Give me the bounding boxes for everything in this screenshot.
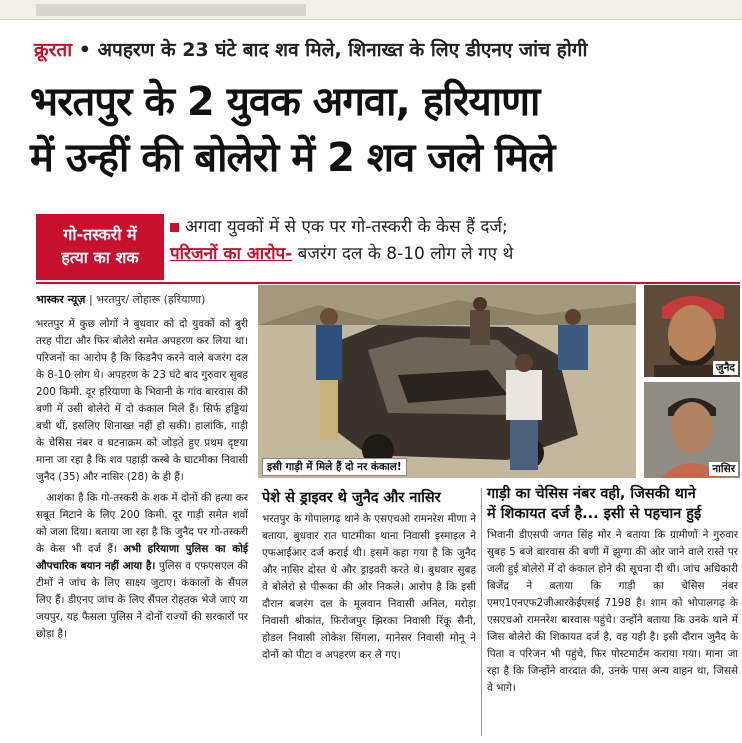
kicker-label: क्रूरता [34, 39, 73, 61]
column-divider [481, 488, 482, 736]
subdeck-line-2 [170, 241, 740, 268]
column-1 [36, 316, 248, 647]
kicker-text: • अपहरण के 23 घंटे बाद शव मिले, शिनाख्त के लिए डीएनए जांच होगी [78, 39, 588, 61]
col1-paragraph-2 [36, 490, 248, 643]
portrait-junaid [644, 285, 740, 377]
previous-article-fragment [36, 4, 306, 16]
col3-heading-line-2: में शिकायत दर्ज है... इसी से पहचान हुई [487, 506, 702, 522]
col2-body: भरतपुर के गोपालगढ़ थाने के एसएचओ रामनरेश मीणा ने बताया, बुधवार रात घाटमीका थाना निवासी इस्माइल ने एफआईआर दर्ज कराई थी। इसमें कहा गया है कि जुनैद और नासिर दोस्त थे और ड्राइवरी करते थे। बुधवार सुबह वे बोलेरो से पीरूका की ओर निकले। आरोप है कि इसी दौरान बजरंग दल के मूलवान निवासी अनिल, मरोड़ा निवासी श्रीकांत, फिरोजपुर झिरका निवासी रिंकू सैनी, होडल निवासी लोकेश सिंगला, मानेसर निवासी मोनू ने दोनों को पीटा व अपहरण कर ले गए। [262, 513, 476, 661]
col1-p2-end: पुलिस व एफएसएल की टीमों ने जांच के लिए साक्ष्य जुटाए। कंकालों के सैंपल लिए हैं। डीएनए जांच के लिए सैंपल रोहतक भेजे जाएं या जयपुर, यह फैसला पुलिस ने दोनों राज्यों की सरकारों पर छोड़ा है। [36, 560, 248, 640]
red-divider-rule [36, 282, 740, 284]
bullet-square-icon [170, 223, 179, 232]
burnt-vehicle-illustration [258, 285, 636, 478]
col3-heading-line-1: गाड़ी का चेसिस नंबर वही, जिसकी थाने [487, 486, 696, 502]
subdeck-text-1: अगवा युवकों में से एक पर गो-तस्करी के केस हैं दर्ज; [185, 217, 508, 237]
byline [36, 292, 205, 307]
col1-paragraph-1: भरतपुर में कुछ लोगों ने बुधवार को दो युवकों को बुरी तरह पीटा और फिर बोलेरो समेत अपहरण कर लिया था। परिजनों का आरोप है कि किडनैप करने वाले बजरंग दल के 8-10 लोग थे। अपहरण के 23 घंटे बाद गुरुवार सुबह 200 किमी. दूर हरियाणा के भिवानी के गांव बारवास की बणी में उसी बोलेरो में दो कंकाल मिले हैं। सिर्फ हड्डियां बची थीं, इसलिए शिनाख्त नहीं हो सकी। हालांकि, गाड़ी के चेसिस नंबर व घटनाक्रम को जोड़ते हुए प्रथम दृष्टया माना जा रहा है कि शव पहाड़ी कस्बे के घाटमीका निवासी जुनैद (35) और नासिर (28) के ही हैं। [36, 318, 248, 483]
burnt-vehicle-photo [258, 285, 636, 478]
portrait-label-junaid: जुनैद [713, 361, 738, 375]
tag-line-1: गो-तस्करी में [63, 225, 137, 244]
sub-deck [170, 214, 740, 268]
portrait-label-nasir: नासिर [709, 462, 738, 476]
photo-caption: इसी गाड़ी में मिले हैं दो नर कंकाल! [262, 458, 407, 476]
headline-line-1: भरतपुर के 2 युवक अगवा, हरियाणा [30, 79, 540, 125]
tag-line-2: हत्या का शक [61, 248, 139, 267]
byline-place: | भरतपुर/ लोहारू (हरियाणा) [88, 293, 206, 306]
col1-p2-start: आशंका है कि गो-तस्करी के शक में दोनों की हत्या कर सबूत मिटाने के लिए 200 किमी. दूर गाड़ी समेत शवों को जला दिया। बताया जा रहा है कि जुनैद पर गो-तस्करी के केस भी दर्ज हैं। [36, 492, 248, 555]
top-page-strip [0, 0, 742, 20]
headline-line-2: में उन्हीं की बोलेरो में 2 शव जले मिले [30, 135, 555, 181]
col3-heading [487, 484, 737, 524]
col3-body: भिवानी डीएसपी जगत सिंह मोर ने बताया कि ग्रामीणों ने गुरुवार सुबह 5 बजे बारवास की बणी में झुग्गा की ओर जाने वाले रास्ते पर जली हुई बोलेरो में दो कंकाल होने की सूचना दी थी। जांच अधिकारी बिजेंद्र ने बताया कि गाड़ी का चेसिस नंबर एमए1एनएफ2जीआरकेईएसई 7198 है। शाम को भोपालगढ़ के एसएचओ रामनरेश बारवास पहुंचे। उन्होंने बताया कि उनके थाने में जिस बोलेरो की शिकायत दर्ज है, वह यही है। इसी दौरान जुनैद के पिता व परिजन भी पहुंचे, फिर पोस्टमार्टम कराया गया। माना जा रहा है कि जिन्होंने वारदात की, उनके पास अन्य वाहन था, जिससे वे भागे। [487, 529, 738, 694]
subdeck-text-2: बजरंग दल के 8-10 लोग ले गए थे [297, 244, 514, 264]
suspicion-tag [36, 214, 164, 280]
subdeck-accent: परिजनों का आरोप- [170, 244, 293, 264]
kicker-line [34, 36, 587, 62]
col2-heading: पेशे से ड्राइवर थे जुनैद और नासिर [262, 490, 441, 506]
byline-source: भास्कर न्यूज़ [36, 293, 86, 306]
col1-p2-bold: अभी हरियाणा पुलिस का कोई औपचारिक बयान नहीं आया है। [36, 543, 248, 572]
main-headline [30, 74, 730, 186]
portrait-nasir [644, 382, 740, 478]
subdeck-line-1 [170, 214, 740, 241]
